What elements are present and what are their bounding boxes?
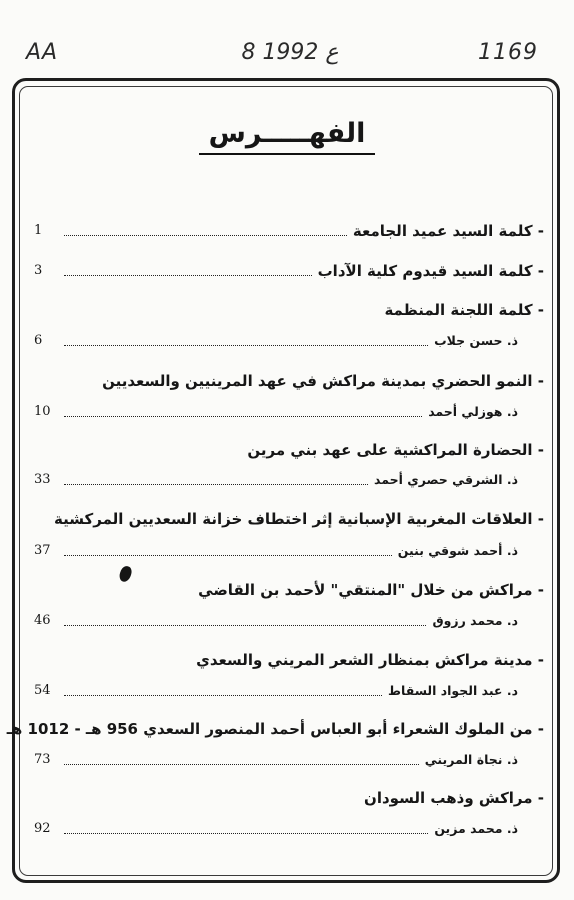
dot-leader <box>64 345 428 346</box>
toc-entry-title: - مراكش وذهب السودان <box>364 789 544 807</box>
toc-author: د. عبد الجواد السقاط <box>388 683 518 698</box>
toc-page-number: 37 <box>34 543 51 558</box>
toc-entry[interactable] <box>34 745 544 771</box>
toc-entry[interactable] <box>34 536 544 562</box>
toc-heading <box>34 504 544 530</box>
dot-leader <box>64 833 428 834</box>
dot-leader <box>64 555 392 556</box>
toc-author: ذ. محمد مزين <box>434 821 518 836</box>
page-title <box>0 118 574 149</box>
toc-page-number: 73 <box>34 752 51 767</box>
toc-author: د. محمد رزوق <box>432 613 518 628</box>
toc-page-number: 1 <box>34 223 43 238</box>
toc-heading <box>34 295 544 321</box>
toc-entry[interactable] <box>34 256 544 282</box>
toc-entry-title: - كلمة السيد عميد الجامعة <box>352 222 544 240</box>
toc-page-number: 54 <box>34 683 51 698</box>
handwritten-note-date: 8 ع 1992 <box>241 40 339 65</box>
toc-heading <box>34 435 544 461</box>
handwritten-note-left: AA <box>26 40 59 65</box>
dot-leader <box>64 625 426 626</box>
toc-page-number: 6 <box>34 333 43 348</box>
toc-entry-title: - الحضارة المراكشية على عهد بني مرين <box>247 441 544 459</box>
toc-entry-title: - من الملوك الشعراء أبو العباس أحمد المنصور السعدي 956 هـ - 1012 هـ <box>6 720 544 738</box>
toc-entry-title: - النمو الحضري بمدينة مراكش في عهد المرينيين والسعديين <box>102 372 544 390</box>
toc-author: ذ. الشرقي حصري أحمد <box>374 472 518 487</box>
toc-entry[interactable] <box>34 465 544 491</box>
toc-entry[interactable] <box>34 606 544 632</box>
toc-entry-title: - العلاقات المغربية الإسبانية إثر اختطاف خزانة السعديين المركشية <box>54 510 544 528</box>
toc-entry-title: - مراكش من خلال "المنتقي" لأحمد بن القاضي <box>198 581 544 599</box>
toc-page-number: 3 <box>34 263 43 278</box>
toc-entry-title: - كلمة السيد قيدوم كلية الآداب <box>317 262 544 280</box>
dot-leader <box>64 235 347 236</box>
toc-page-number: 10 <box>34 404 51 419</box>
dot-leader <box>64 484 368 485</box>
toc-entry[interactable] <box>34 397 544 423</box>
toc-author: ذ. أحمد شوقي بنين <box>397 543 518 558</box>
toc-entry[interactable] <box>34 326 544 352</box>
toc-page-number: 92 <box>34 821 51 836</box>
dot-leader <box>64 275 312 276</box>
toc-entry[interactable] <box>34 676 544 702</box>
toc-page-number: 33 <box>34 472 51 487</box>
toc-page-number: 46 <box>34 613 51 628</box>
dot-leader <box>64 695 382 696</box>
toc-entry[interactable] <box>34 216 544 242</box>
toc-entry[interactable] <box>34 814 544 840</box>
dot-leader <box>64 764 419 765</box>
toc-heading <box>34 575 544 601</box>
toc-entry-title: - مدينة مراكش بمنظار الشعر المريني والسعدي <box>196 651 544 669</box>
toc-author: ذ. حسن جلاب <box>434 333 518 348</box>
toc-heading <box>34 783 544 809</box>
toc-heading <box>6 714 544 740</box>
toc-author: ذ. نجاة المريني <box>424 752 518 767</box>
title-text: الفهـــــرس <box>199 118 376 155</box>
toc-heading <box>34 645 544 671</box>
toc-entry-title: - كلمة اللجنة المنظمة <box>384 301 544 319</box>
handwritten-note-number: 1169 <box>478 40 538 65</box>
toc-heading <box>34 366 544 392</box>
toc-author: ذ. هوزلي أحمد <box>428 404 518 419</box>
dot-leader <box>64 416 422 417</box>
